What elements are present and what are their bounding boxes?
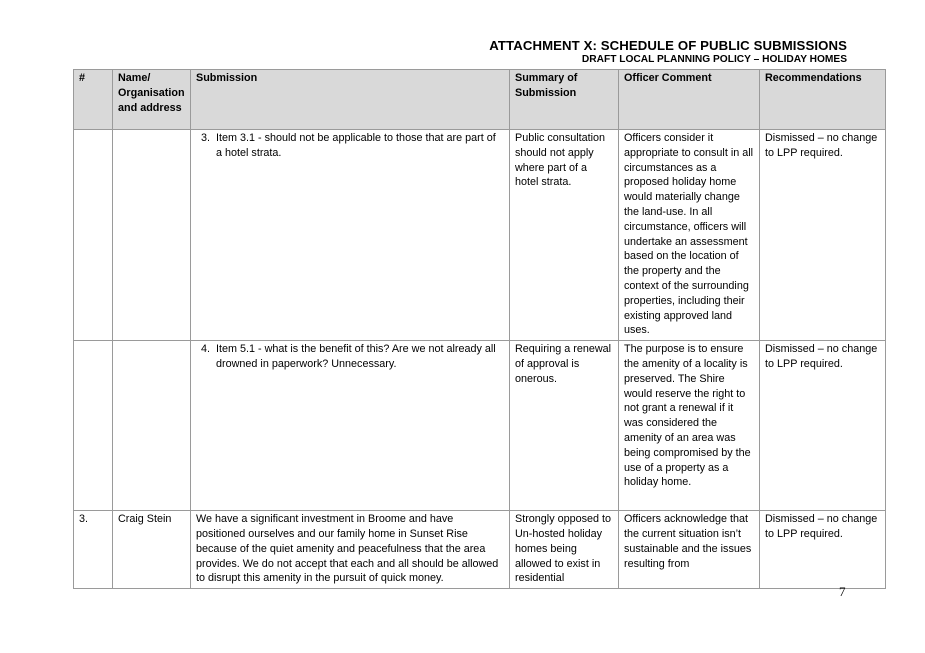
cell-number: 3. xyxy=(74,511,113,589)
cell-recommendation: Dismissed – no change to LPP required. xyxy=(760,130,886,341)
cell-officer-comment: Officers acknowledge that the current situation isn’t sustainable and the issues resulting from xyxy=(619,511,760,589)
cell-officer-comment: Officers consider it appropriate to consult in all circumstances as a proposed holiday home would materially change the land-use. In all circumstance, officers will undertake an assessment based on the location of the property and the context of the surrounding properties, including their existing approved land uses. xyxy=(619,130,760,341)
cell-summary: Requiring a renewal of approval is onerous. xyxy=(510,341,619,511)
table-row xyxy=(74,341,886,511)
header-officer-comment: Officer Comment xyxy=(619,70,760,130)
table-row xyxy=(74,511,886,589)
attachment-subtitle: DRAFT LOCAL PLANNING POLICY – HOLIDAY HOMES xyxy=(581,54,847,65)
cell-summary: Strongly opposed to Un-hosted holiday homes being allowed to exist in residential xyxy=(510,511,619,589)
cell-recommendation: Dismissed – no change to LPP required. xyxy=(760,341,886,511)
table-row xyxy=(74,130,886,341)
submissions-table xyxy=(73,69,886,589)
table-header-row xyxy=(74,70,886,130)
submission-item xyxy=(196,342,504,372)
submission-item-number: 4. xyxy=(201,343,211,356)
cell-name: Craig Stein xyxy=(113,511,191,589)
cell-recommendation: Dismissed – no change to LPP required. xyxy=(760,511,886,589)
submission-item-text: Item 5.1 - what is the benefit of this? Are we not already all drowned in paperwork? Unnecessary. xyxy=(216,343,496,370)
cell-number xyxy=(74,130,113,341)
submission-item-text: Item 3.1 - should not be applicable to those that are part of a hotel strata. xyxy=(216,132,496,159)
attachment-title: ATTACHMENT X: SCHEDULE OF PUBLIC SUBMISSIONS xyxy=(489,38,847,53)
header-name: Name/ Organisation and address xyxy=(113,70,191,130)
cell-submission xyxy=(191,130,510,341)
cell-submission xyxy=(191,341,510,511)
cell-number xyxy=(74,341,113,511)
cell-submission: We have a significant investment in Broome and have positioned ourselves and our family home in Sunset Rise because of the quiet amenity and peacefulness that the area provides. We do not accept that each and all should be allowed to disrupt this amenity in the pursuit of quick money. xyxy=(191,511,510,589)
cell-name xyxy=(113,130,191,341)
cell-name xyxy=(113,341,191,511)
page-number: 7 xyxy=(839,584,846,599)
header-summary: Summary of Submission xyxy=(510,70,619,130)
header-number: # xyxy=(74,70,113,130)
header-recommendations: Recommendations xyxy=(760,70,886,130)
submission-item-number: 3. xyxy=(201,132,211,144)
cell-officer-comment: The purpose is to ensure the amenity of a locality is preserved. The Shire would reserve the right to not grant a renewal if it was considered the amenity of an area was being compromised by the use of a property as a holiday home. xyxy=(619,341,760,511)
cell-summary: Public consultation should not apply where part of a hotel strata. xyxy=(510,130,619,341)
submission-item xyxy=(196,131,504,161)
header-submission: Submission xyxy=(191,70,510,130)
